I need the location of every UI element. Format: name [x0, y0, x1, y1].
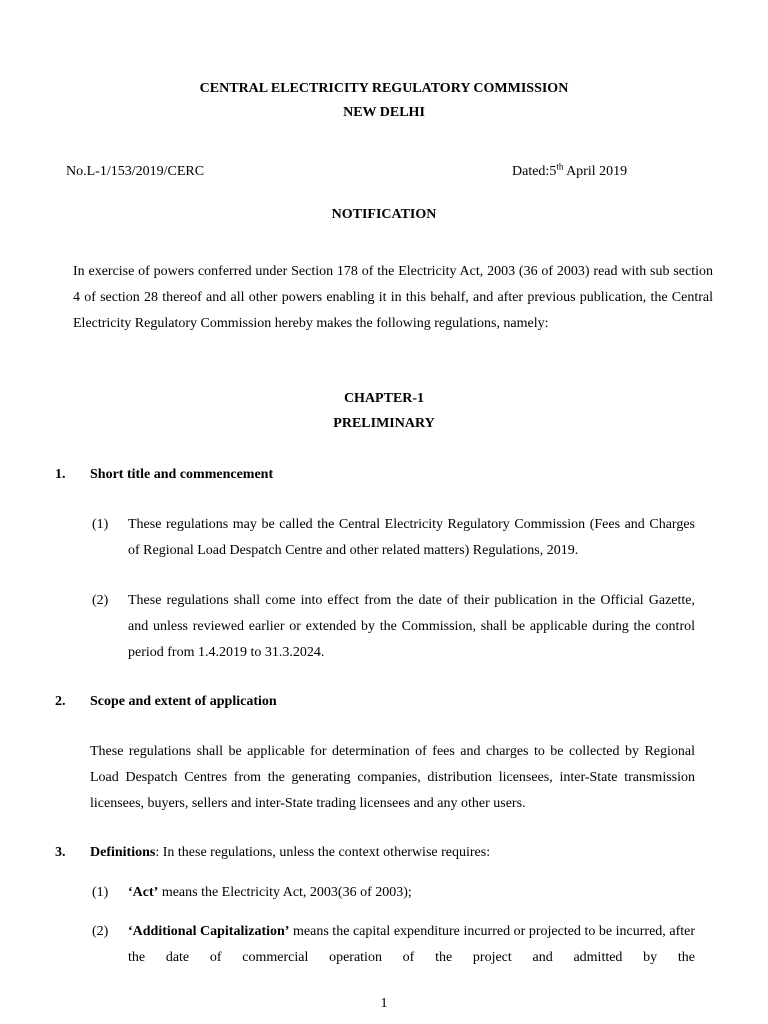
clause-1-1-number: (1) — [92, 517, 109, 532]
clause-3-2-number: (2) — [92, 924, 109, 939]
page-number: 1 — [380, 996, 388, 1011]
chapter-subtitle: PRELIMINARY — [333, 416, 435, 431]
clause-3-1-definition: means the Electricity Act, 2003(36 of 2003); — [158, 885, 412, 900]
section-3-title-rest: : In these regulations, unless the context otherwise requires: — [155, 845, 491, 860]
section-3-heading — [90, 840, 490, 866]
clause-3-2-definition: means the capital expenditure incurred or projected to be incurred, after the date of commercial operation of the project and admitted by the — [128, 924, 695, 965]
notification-title: NOTIFICATION — [331, 207, 437, 222]
date-line — [512, 159, 627, 185]
date-prefix: Dated:5 — [512, 164, 557, 179]
section-3-title: Definitions — [90, 845, 156, 860]
section-2-title: Scope and extent of application — [90, 694, 277, 709]
date-superscript: th — [556, 161, 564, 172]
section-2-body: These regulations shall be applicable for determination of fees and charges to be collected by Regional Load Despatch Centres from the generating companies, distribution licensees, inter-State transmission licensees, buyers, sellers and inter-State trading licensees and any other users. — [90, 744, 695, 811]
clause-1-2-number: (2) — [92, 593, 109, 608]
city-heading: NEW DELHI — [343, 105, 425, 120]
clause-3-2-term: ‘Additional Capitalization’ — [128, 924, 290, 939]
section-2-number: 2. — [55, 694, 66, 709]
section-1-title: Short title and commencement — [90, 467, 274, 482]
preamble-paragraph: In exercise of powers conferred under Section 178 of the Electricity Act, 2003 (36 of 2003) read with sub section 4 of section 28 thereof and all other powers enabling it in this behalf, and after previous publication, the Central Electricity Regulatory Commission hereby makes the following regulations, namely: — [73, 264, 713, 331]
section-1-number: 1. — [55, 467, 66, 482]
clause-3-1-text — [128, 880, 412, 906]
clause-3-1-term: ‘Act’ — [128, 885, 159, 900]
date-suffix: April 2019 — [563, 164, 628, 179]
clause-1-2-text: These regulations shall come into effect from the date of their publication in the Official Gazette, and unless reviewed earlier or extended by the Commission, shall be applicable during the control period from 1.4.2019 to 31.3.2024. — [128, 593, 695, 660]
reference-number: No.L-1/153/2019/CERC — [66, 164, 205, 179]
org-heading: CENTRAL ELECTRICITY REGULATORY COMMISSION — [199, 81, 569, 96]
clause-3-1-number: (1) — [92, 885, 109, 900]
chapter-title: CHAPTER-1 — [343, 391, 425, 406]
clause-1-1-text: These regulations may be called the Central Electricity Regulatory Commission (Fees and Charges of Regional Load Despatch Centre and other related matters) Regulations, 2019. — [128, 517, 695, 558]
section-3-number: 3. — [55, 845, 66, 860]
clause-3-2-text — [128, 919, 695, 971]
